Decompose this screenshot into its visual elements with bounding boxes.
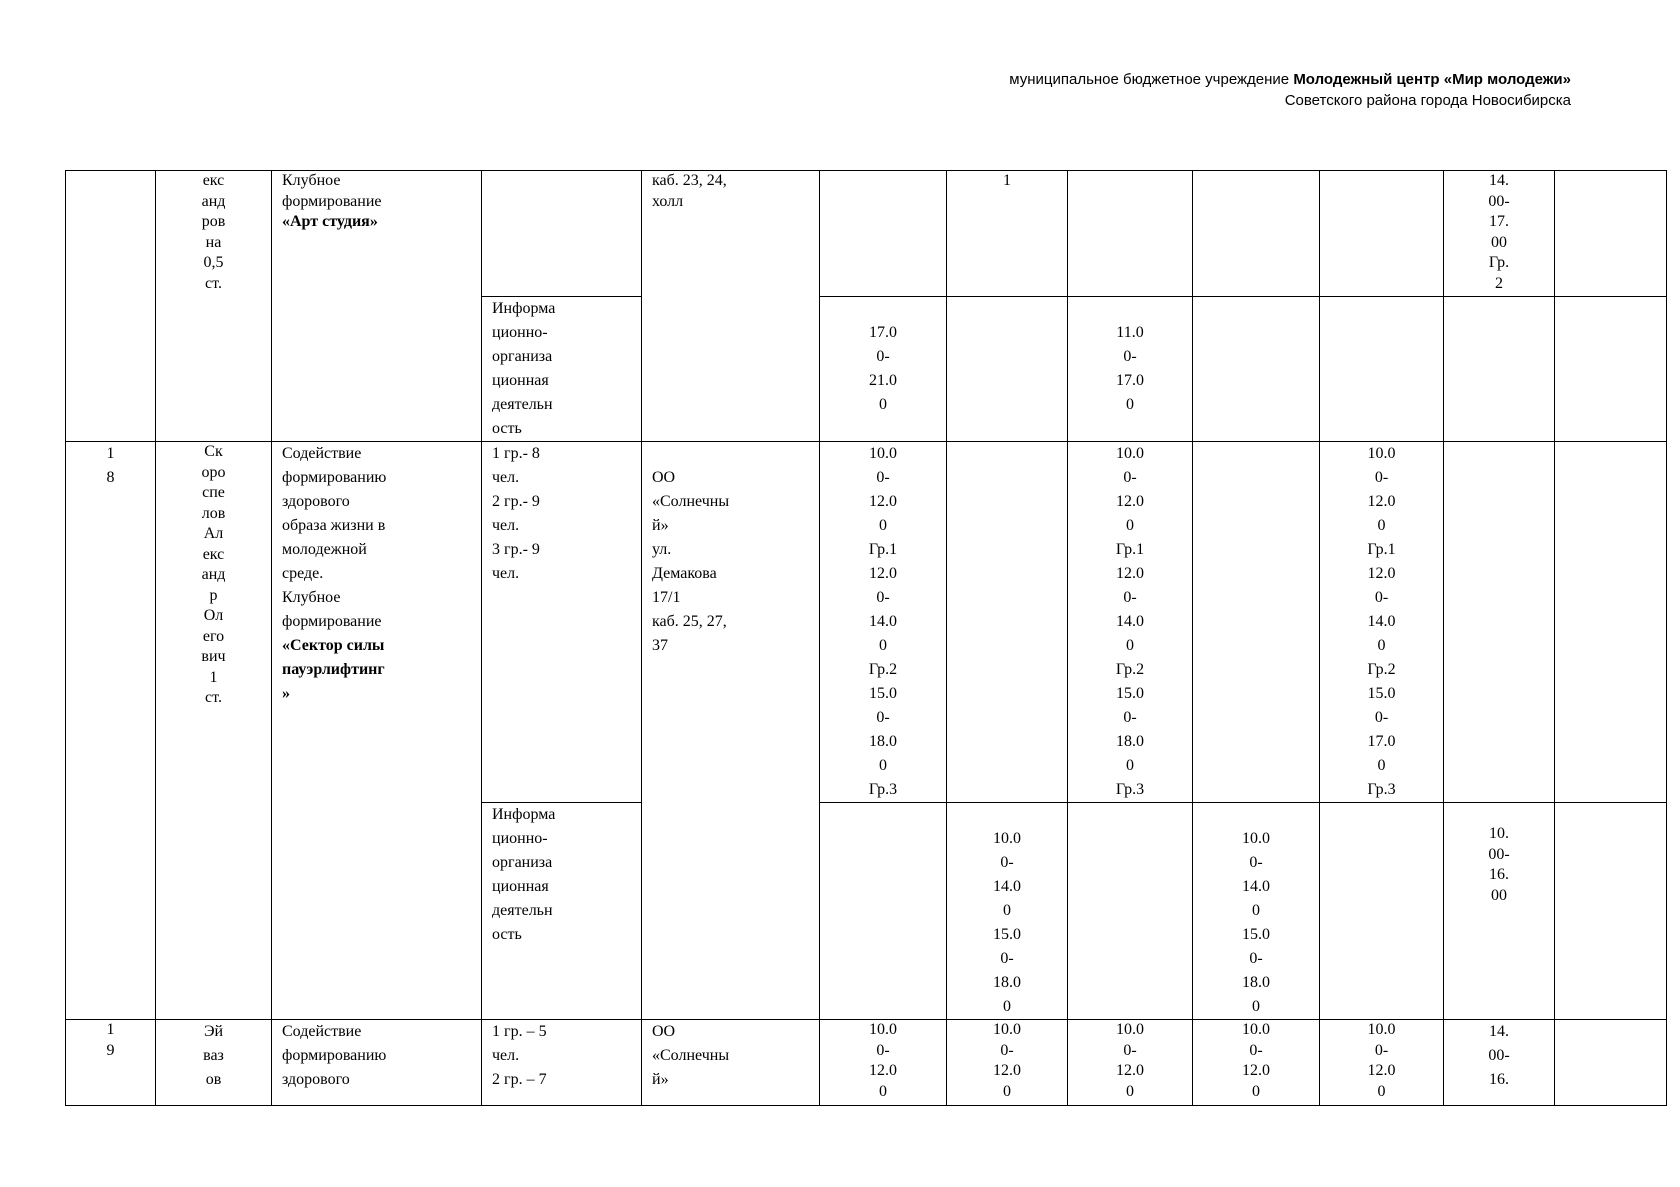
place-cell: ОО «Солнечны й» [642, 1020, 820, 1106]
wednesday-cell [1068, 803, 1193, 1020]
tuesday-cell: 10.0 0- 14.0 0 15.0 0- 18.0 0 [947, 803, 1068, 1020]
saturday-cell: 14. 00- 17. 00 Гр. 2 [1444, 171, 1555, 297]
sunday-cell [1555, 442, 1667, 803]
employee-name-cell: Ск оро спе лов Ал екс анд р Ол его вич 1 ст. [156, 442, 272, 1020]
tuesday-cell: 1 [947, 171, 1068, 297]
saturday-cell [1444, 442, 1555, 803]
friday-cell [1320, 803, 1444, 1020]
place-cell: ОО «Солнечны й» ул. Демакова 17/1 каб. 25, 27, 37 [642, 442, 820, 1020]
club-name: «Сектор силы пауэрлифтинг » [282, 637, 385, 702]
monday-cell [820, 803, 947, 1020]
header-org-name: Молодежный центр «Мир молодежи» [1293, 71, 1571, 88]
tuesday-cell [947, 442, 1068, 803]
header-org-type: муниципальное бюджетное учреждение [1009, 71, 1294, 88]
sunday-cell [1555, 297, 1667, 442]
table-row [66, 1020, 1667, 1106]
table-row [66, 442, 1667, 803]
saturday-cell [1444, 297, 1555, 442]
row-number-cell: 1 8 [66, 442, 156, 1020]
sunday-cell [1555, 1020, 1667, 1106]
club-name: «Арт студия» [282, 213, 378, 230]
thursday-cell [1193, 171, 1320, 297]
activity-text: Клубное формирование [282, 172, 382, 210]
header-line-1 [1009, 69, 1571, 90]
activity-cell [272, 171, 482, 442]
info-activity-cell: Информа ционно- организа ционная деятельн ость [482, 803, 642, 1020]
activity-text: Содействие формированию здорового образа жизни в молодежной среде. Клубное формирование [282, 445, 387, 630]
monday-cell: 10.0 0- 12.0 0 [820, 1020, 947, 1106]
friday-cell: 10.0 0- 12.0 0 Гр.1 12.0 0- 14.0 0 Гр.2 15.0 0- 17.0 0 Гр.3 [1320, 442, 1444, 803]
groups-cell: 1 гр.- 8 чел. 2 гр.- 9 чел. 3 гр.- 9 чел. [482, 442, 642, 803]
row-number-cell [66, 171, 156, 442]
friday-cell [1320, 297, 1444, 442]
thursday-cell [1193, 442, 1320, 803]
place-cell: каб. 23, 24, холл [642, 171, 820, 442]
groups-cell: 1 гр. – 5 чел. 2 гр. – 7 [482, 1020, 642, 1106]
thursday-cell [1193, 297, 1320, 442]
wednesday-cell: 11.0 0- 17.0 0 [1068, 297, 1193, 442]
table-row [66, 171, 1667, 297]
monday-cell: 10.0 0- 12.0 0 Гр.1 12.0 0- 14.0 0 Гр.2 15.0 0- 18.0 0 Гр.3 [820, 442, 947, 803]
sunday-cell [1555, 171, 1667, 297]
row-number-cell: 1 9 [66, 1020, 156, 1106]
wednesday-cell [1068, 171, 1193, 297]
friday-cell [1320, 171, 1444, 297]
monday-cell [820, 171, 947, 297]
header-line-2: Советского района города Новосибирска [1284, 92, 1571, 109]
wednesday-cell: 10.0 0- 12.0 0 Гр.1 12.0 0- 14.0 0 Гр.2 15.0 0- 18.0 0 Гр.3 [1068, 442, 1193, 803]
groups-cell [482, 171, 642, 297]
employee-name-cell: Эй ваз ов [156, 1020, 272, 1106]
activity-cell [272, 442, 482, 1020]
thursday-cell: 10.0 0- 14.0 0 15.0 0- 18.0 0 [1193, 803, 1320, 1020]
tuesday-cell: 10.0 0- 12.0 0 [947, 1020, 1068, 1106]
wednesday-cell: 10.0 0- 12.0 0 [1068, 1020, 1193, 1106]
schedule-table [65, 170, 1667, 1106]
sunday-cell [1555, 803, 1667, 1020]
activity-cell: Содействие формированию здорового [272, 1020, 482, 1106]
info-activity-cell: Информа ционно- организа ционная деятельн ость [482, 297, 642, 442]
thursday-cell: 10.0 0- 12.0 0 [1193, 1020, 1320, 1106]
monday-cell: 17.0 0- 21.0 0 [820, 297, 947, 442]
friday-cell: 10.0 0- 12.0 0 [1320, 1020, 1444, 1106]
document-header [1009, 69, 1571, 111]
saturday-cell: 14. 00- 16. [1444, 1020, 1555, 1106]
tuesday-cell [947, 297, 1068, 442]
saturday-cell: 10. 00- 16. 00 [1444, 803, 1555, 1020]
employee-name-cell: екс анд ров на 0,5 ст. [156, 171, 272, 442]
